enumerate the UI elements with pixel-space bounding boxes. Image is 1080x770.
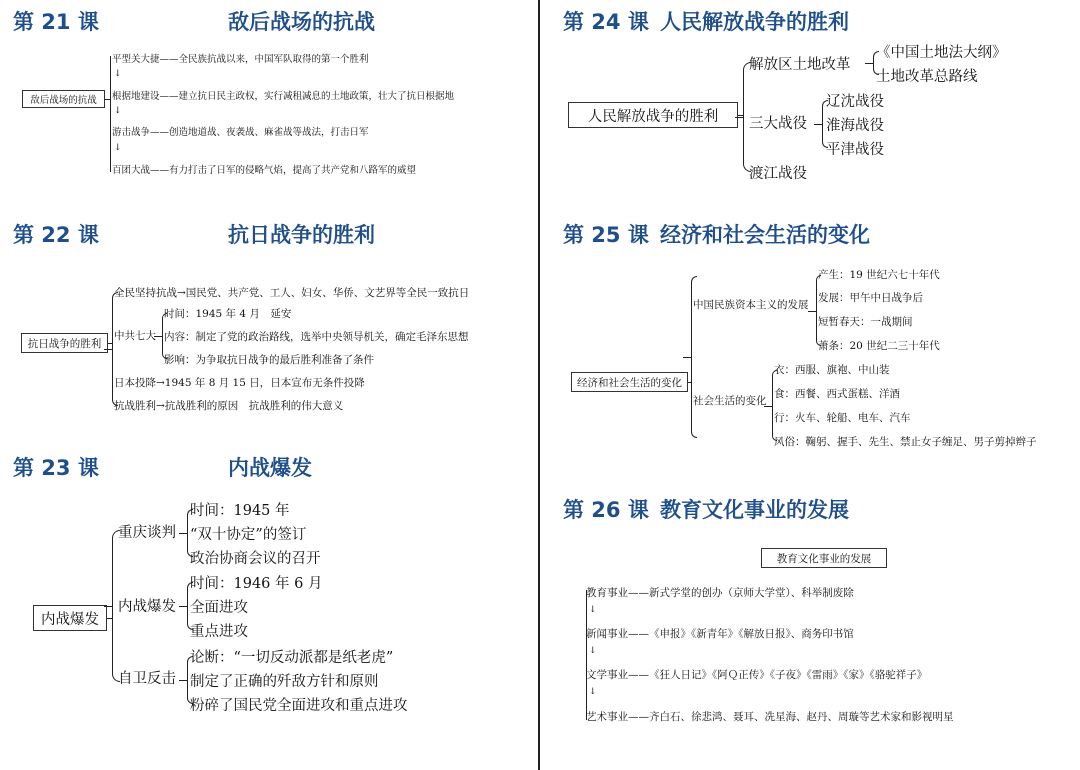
d23-group-1-item-1: 时间：1945 年 <box>190 503 290 519</box>
d24-group-1-item-1: 《中国土地法大纲》 <box>876 45 1007 61</box>
d26-item-1: 教育事业——新式学堂的创办（京师大学堂）、科举制废除 <box>586 587 854 599</box>
lesson-23-title: 内战爆发 <box>228 456 312 480</box>
d21-root-node: 敌后战场的抗战 <box>22 90 105 108</box>
d25-root-node: 经济和社会生活的变化 <box>571 372 688 392</box>
lesson-25-title: 经济和社会生活的变化 <box>660 223 870 247</box>
d25-group-1-brace <box>816 275 821 346</box>
d23-group-3-item-3: 粉碎了国民党全面进攻和重点进攻 <box>190 698 408 714</box>
d25-group-1-label: 中国民族资本主义的发展 <box>693 299 809 311</box>
d23-group-3-item-1: 论断：“一切反动派都是纸老虎” <box>190 650 394 666</box>
d25-group-1-item-2: 发展：甲午中日战争后 <box>818 292 923 304</box>
d21-item-4: 百团大战——有力打击了日军的侵略气焰，提高了共产党和八路军的威望 <box>112 165 417 176</box>
lesson-21-number: 第 21 课 <box>13 10 99 34</box>
d26-arrow-2: ↓ <box>589 646 597 656</box>
d24-group-2-item-1: 辽沈战役 <box>826 94 884 110</box>
d21-spine <box>110 56 111 172</box>
d23-group-1-item-2: “双十协定”的签订 <box>190 527 307 543</box>
d24-group-2-label: 三大战役 <box>749 116 807 132</box>
d23-root-node: 内战爆发 <box>33 605 107 631</box>
center-divider <box>538 0 540 770</box>
d23-group-2-label: 内战爆发 <box>118 599 176 615</box>
d26-arrow-3: ↓ <box>589 687 597 697</box>
d21-item-3: 游击战争——创造地道战、夜袭战、麻雀战等战法，打击日军 <box>112 127 369 138</box>
d26-spine <box>586 590 587 720</box>
d24-group-1-item-2: 土地改革总路线 <box>876 69 978 85</box>
d26-root-node: 教育文化事业的发展 <box>761 548 887 568</box>
d23-group-3-label: 自卫反击 <box>118 671 176 687</box>
d25-group-2-item-4: 风俗：鞠躬、握手、先生、禁止女子缠足、男子剪掉辫子 <box>774 436 1037 448</box>
d22-sub-item-3: 影响：为争取抗日战争的最后胜利准备了条件 <box>164 354 374 366</box>
lesson-23-number: 第 23 课 <box>13 456 99 480</box>
d23-group-3-item-2: 制定了正确的歼敌方针和原则 <box>190 674 379 690</box>
d25-group-1-item-1: 产生：19 世纪六七十年代 <box>818 269 940 281</box>
d26-item-4: 艺术事业——齐白石、徐悲鸿、聂耳、冼星海、赵丹、周璇等艺术家和影视明星 <box>586 711 954 723</box>
d24-group-1-label: 解放区土地改革 <box>749 57 851 73</box>
d23-group-1-item-3: 政治协商会议的召开 <box>190 551 321 567</box>
lesson-25-number: 第 25 课 <box>563 223 649 247</box>
d26-arrow-1: ↓ <box>589 605 597 615</box>
d21-arrow-2: ↓ <box>114 106 122 116</box>
lesson-26-title: 教育文化事业的发展 <box>660 498 849 522</box>
d22-root-node: 抗日战争的胜利 <box>21 333 108 353</box>
lesson-22-number: 第 22 课 <box>13 223 99 247</box>
d25-group-1-item-3: 短暂春天：一战期间 <box>818 316 913 328</box>
d21-item-1: 平型关大捷——全民族抗战以来，中国军队取得的第一个胜利 <box>112 54 369 65</box>
d21-item-2: 根据地建设——建立抗日民主政权，实行减租减息的土地政策，壮大了抗日根据地 <box>112 91 455 102</box>
d22-sub-item-2: 内容：制定了党的政治路线，选举中央领导机关，确定毛泽东思想 <box>164 331 469 343</box>
d22-line-1: 全民坚持抗战→国民党、共产党、工人、妇女、华侨、文艺界等全民一致抗日 <box>114 287 470 299</box>
lesson-24-title: 人民解放战争的胜利 <box>660 10 849 34</box>
d25-group-2-label: 社会生活的变化 <box>693 395 767 407</box>
d24-group-2-item-2: 淮海战役 <box>826 118 884 134</box>
d26-item-3: 文学事业——《狂人日记》《阿Ｑ正传》《子夜》《雷雨》《家》《骆驼祥子》 <box>586 669 928 681</box>
d22-sub-label: 中共七大 <box>114 330 156 342</box>
d25-group-2-item-3: 行：火车、轮船、电车、汽车 <box>774 412 911 424</box>
lesson-26-number: 第 26 课 <box>563 498 649 522</box>
d23-group-2-item-3: 重点进攻 <box>190 624 248 640</box>
d25-group-2-brace <box>772 370 777 441</box>
d22-line-4: 抗战胜利→抗战胜利的原因 抗战胜利的伟大意义 <box>114 400 344 412</box>
d25-group-2-item-1: 衣：西服、旗袍、中山装 <box>774 364 890 376</box>
d24-group-2-item-3: 平津战役 <box>826 142 884 158</box>
d23-group-2-item-1: 时间：1946 年 6 月 <box>190 576 323 592</box>
d26-item-2: 新闻事业——《申报》《新青年》《解放日报》、商务印书馆 <box>586 628 854 640</box>
d21-arrow-1: ↓ <box>114 69 122 79</box>
lesson-21-title: 敌后战场的抗战 <box>228 10 375 34</box>
d23-group-1-label: 重庆谈判 <box>118 525 176 541</box>
d25-group-2-item-2: 食：西餐、西式蛋糕、洋酒 <box>774 388 900 400</box>
d23-group-2-item-2: 全面进攻 <box>190 600 248 616</box>
d21-arrow-3: ↓ <box>114 143 122 153</box>
lesson-24-number: 第 24 课 <box>563 10 649 34</box>
d22-line-3: 日本投降→1945 年 8 月 15 日，日本宣布无条件投降 <box>114 377 365 389</box>
d24-group-3-label: 渡江战役 <box>749 166 807 182</box>
d24-root-node: 人民解放战争的胜利 <box>568 102 738 128</box>
lesson-22-title: 抗日战争的胜利 <box>228 223 375 247</box>
d25-group-1-item-4: 萧条：20 世纪二三十年代 <box>818 340 940 352</box>
d22-sub-item-1: 时间：1945 年 4 月 延安 <box>164 308 292 320</box>
